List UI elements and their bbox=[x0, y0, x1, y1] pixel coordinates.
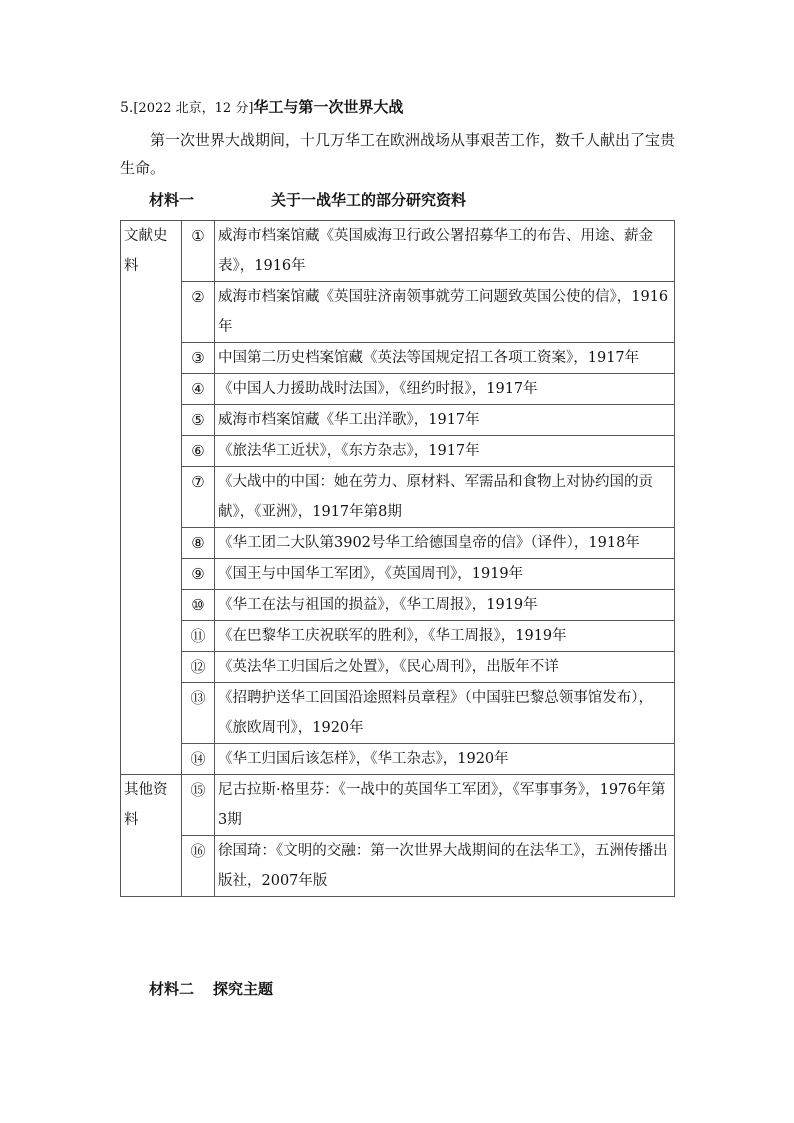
question-title bbox=[120, 95, 680, 121]
item-index: ③ bbox=[182, 343, 215, 374]
question-source: [2022 北京，12 分] bbox=[133, 101, 254, 116]
item-index: ⑤ bbox=[182, 405, 215, 436]
item-index: ① bbox=[182, 221, 215, 282]
item-index: ⑫ bbox=[182, 652, 215, 683]
question-number: 5. bbox=[120, 100, 134, 116]
item-index: ⑥ bbox=[182, 436, 215, 467]
table-row bbox=[121, 559, 675, 590]
material2-heading bbox=[149, 977, 549, 1001]
table-row bbox=[121, 683, 675, 744]
item-text: 《招聘护送华工回国沿途照料员章程》（中国驻巴黎总领事馆发布），《旅欧周刊》，1920年 bbox=[215, 683, 675, 744]
item-text: 《国王与中国华工军团》，《英国周刊》，1919年 bbox=[215, 559, 675, 590]
item-index: ⑮ bbox=[182, 775, 215, 836]
table-row bbox=[121, 374, 675, 405]
question-intro: 第一次世界大战期间，十几万华工在欧洲战场从事艰苦工作，数千人献出了宝贵生命。 bbox=[120, 131, 676, 177]
item-text: 《在巴黎华工庆祝联军的胜利》，《华工周报》，1919年 bbox=[215, 621, 675, 652]
table-row bbox=[121, 467, 675, 528]
item-text: 威海市档案馆藏《英国驻济南领事就劳工问题致英国公使的信》，1916年 bbox=[215, 282, 675, 343]
table-row bbox=[121, 343, 675, 374]
item-index: ⑩ bbox=[182, 590, 215, 621]
table-row bbox=[121, 775, 675, 836]
table-row bbox=[121, 836, 675, 897]
item-index: ⑯ bbox=[182, 836, 215, 897]
item-text: 中国第二历史档案馆藏《英法等国规定招工各项工资案》，1917年 bbox=[215, 343, 675, 374]
item-text: 《华工团二大队第3902号华工给德国皇帝的信》（译件），1918年 bbox=[215, 528, 675, 559]
material2-title: 探究主题 bbox=[213, 980, 274, 998]
research-materials-body bbox=[121, 221, 675, 897]
material2-label: 材料二 bbox=[149, 980, 195, 998]
table-row bbox=[121, 590, 675, 621]
table-row bbox=[121, 744, 675, 775]
item-index: ④ bbox=[182, 374, 215, 405]
item-text: 《华工在法与祖国的损益》，《华工周报》，1919年 bbox=[215, 590, 675, 621]
table-row bbox=[121, 528, 675, 559]
item-index: ⑦ bbox=[182, 467, 215, 528]
item-text: 《旅法华工近状》，《东方杂志》，1917年 bbox=[215, 436, 675, 467]
material1-heading bbox=[149, 188, 689, 212]
item-index: ⑧ bbox=[182, 528, 215, 559]
item-text: 《中国人力援助战时法国》，《纽约时报》，1917年 bbox=[215, 374, 675, 405]
table-row bbox=[121, 221, 675, 282]
item-text: 《华工归国后该怎样》，《华工杂志》，1920年 bbox=[215, 744, 675, 775]
table-row bbox=[121, 652, 675, 683]
table-row bbox=[121, 621, 675, 652]
item-text: 《英法华工归国后之处置》，《民心周刊》，出版年不详 bbox=[215, 652, 675, 683]
item-text: 威海市档案馆藏《英国威海卫行政公署招募华工的布告、用途、薪金表》，1916年 bbox=[215, 221, 675, 282]
category-cell: 文献史料 bbox=[121, 221, 182, 775]
item-index: ⑪ bbox=[182, 621, 215, 652]
item-index: ⑨ bbox=[182, 559, 215, 590]
item-text: 尼古拉斯·格里芬：《一战中的英国华工军团》，《军事事务》，1976年第3期 bbox=[215, 775, 675, 836]
item-index: ⑬ bbox=[182, 683, 215, 744]
item-index: ② bbox=[182, 282, 215, 343]
item-index: ⑭ bbox=[182, 744, 215, 775]
table-row bbox=[121, 405, 675, 436]
table-row bbox=[121, 436, 675, 467]
category-cell: 其他资料 bbox=[121, 775, 182, 897]
item-text: 威海市档案馆藏《华工出洋歌》，1917年 bbox=[215, 405, 675, 436]
research-materials-table bbox=[120, 220, 675, 897]
item-text: 《大战中的中国：她在劳力、原材料、军需品和食物上对协约国的贡献》，《亚洲》，1917年第8期 bbox=[215, 467, 675, 528]
material1-label: 材料一 bbox=[149, 191, 195, 209]
item-text: 徐国琦：《文明的交融：第一次世界大战期间的在法华工》，五洲传播出版社，2007年版 bbox=[215, 836, 675, 897]
material1-title: 关于一战华工的部分研究资料 bbox=[271, 191, 467, 209]
question-topic: 华工与第一次世界大战 bbox=[253, 98, 404, 116]
table-row bbox=[121, 282, 675, 343]
